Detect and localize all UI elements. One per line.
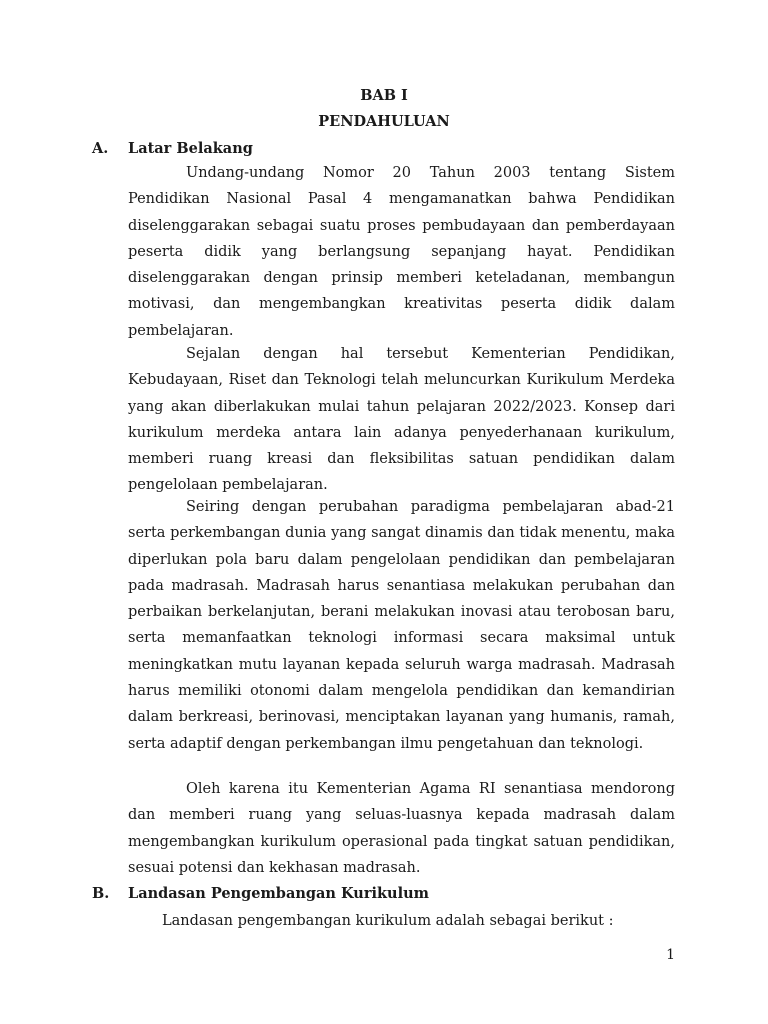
section-b-intro: Landasan pengembangan kurikulum adalah sebagai berikut : [162, 913, 614, 929]
section-a-paragraph-1: Undang-undang Nomor 20 Tahun 2003 tentang Sistem Pendidikan Nasional Pasal 4 mengamanatkan bahwa Pendidikan diselenggarakan sebagai suatu proses pembudayaan dan pemberdayaan peserta didik yang berlangsung sepanjang hayat. Pendidikan diselenggarakan dengan prinsip memberi keteladanan, membangun motivasi, dan mengembangkan kreativitas peserta didik dalam pembelajaran. [128, 165, 675, 339]
chapter-label: BAB I [360, 87, 408, 104]
page-number: 1 [666, 947, 675, 963]
section-a-letter: A. [92, 140, 109, 157]
chapter-title: PENDAHULUAN [318, 113, 450, 130]
section-a-paragraph-3: Seiring dengan perubahan paradigma pembelajaran abad-21 serta perkembangan dunia yang sangat dinamis dan tidak menentu, maka diperlukan pola baru dalam pengelolaan pendidikan dan pembelajaran pada madrasah. Madrasah harus senantiasa melakukan perubahan dan perbaikan berkelanjutan, berani melakukan inovasi atau terobosan baru, serta memanfaatkan teknologi informasi secara maksimal untuk meningkatkan mutu layanan kepada seluruh warga madrasah. Madrasah harus memiliki otonomi dalam mengelola pendidikan dan kemandirian dalam berkreasi, berinovasi, menciptakan layanan yang humanis, ramah, serta adaptif dengan perkembangan ilmu pengetahuan dan teknologi. [128, 499, 675, 752]
section-b-title: Landasan Pengembangan Kurikulum [128, 885, 429, 902]
section-b-letter: B. [92, 885, 110, 902]
section-a-title: Latar Belakang [128, 140, 253, 157]
section-a-paragraph-4: Oleh karena itu Kementerian Agama RI senantiasa mendorong dan memberi ruang yang seluas-luasnya kepada madrasah dalam mengembangkan kurikulum operasional pada tingkat satuan pendidikan, sesuai potensi dan kekhasan madrasah. [128, 781, 675, 876]
section-a-paragraph-2: Sejalan dengan hal tersebut Kementerian Pendidikan, Kebudayaan, Riset dan Teknologi telah meluncurkan Kurikulum Merdeka yang akan diberlakukan mulai tahun pelajaran 2022/2023. Konsep dari kurikulum merdeka antara lain adanya penyederhanaan kurikulum, memberi ruang kreasi dan fleksibilitas satuan pendidikan dalam pengelolaan pembelajaran. [128, 346, 675, 494]
